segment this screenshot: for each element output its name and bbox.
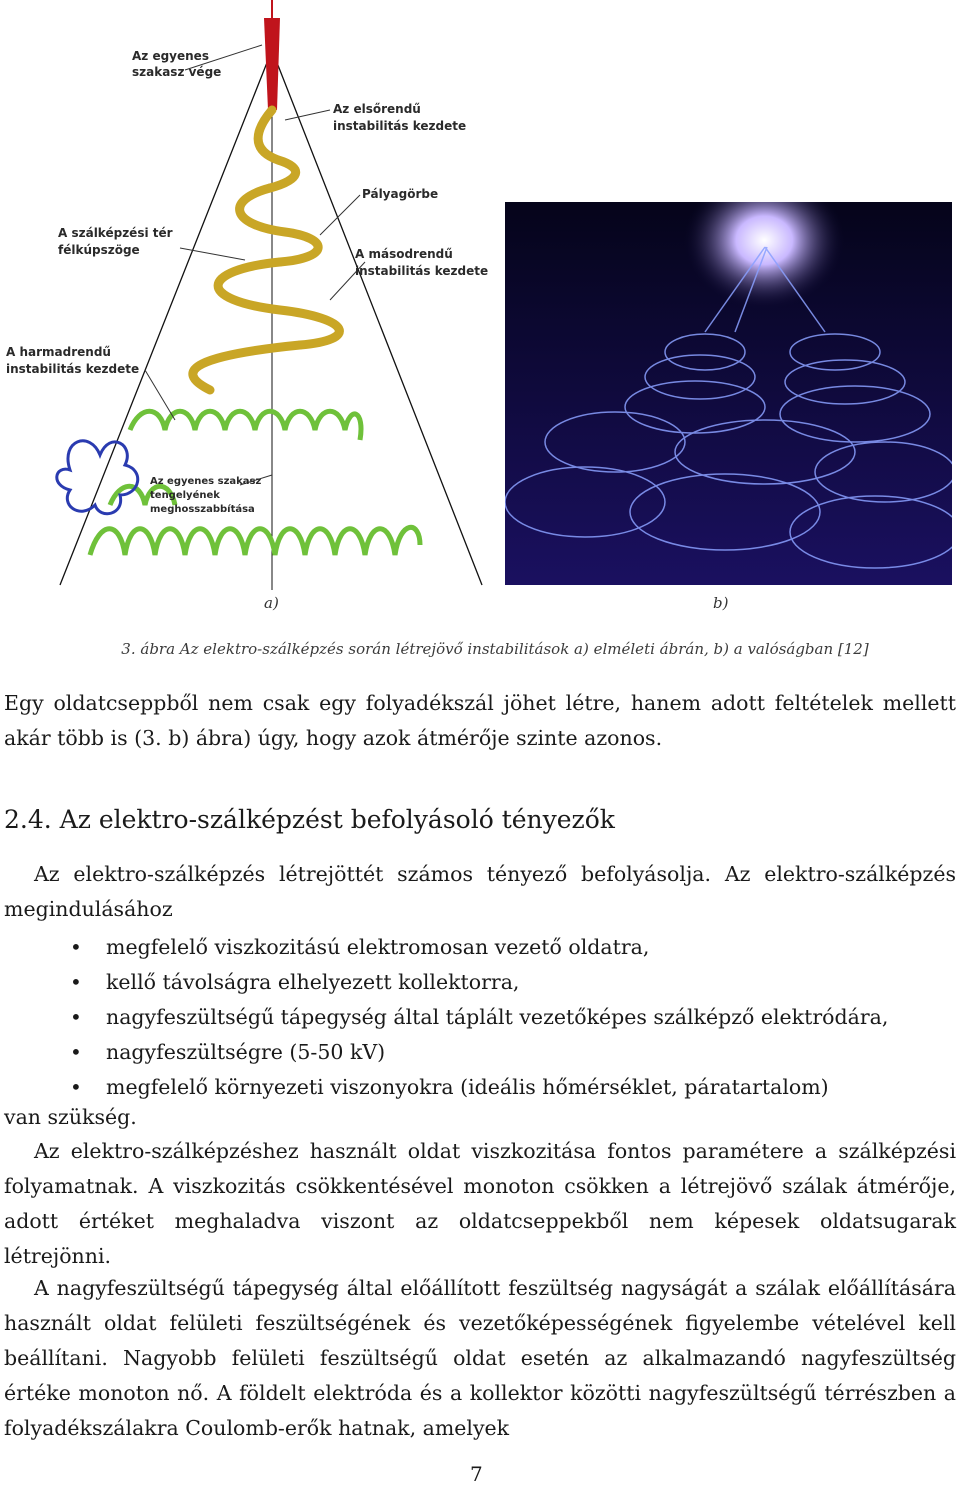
paragraph-1: Egy oldatcseppből nem csak egy folyadékszál jöhet létre, hanem adott feltételek mellett akár több is (3. b) ábra) úgy, hogy azok átmérője szinte azonos. (4, 691, 956, 750)
straight-jet (264, 18, 280, 110)
page-number: 7 (470, 1462, 483, 1486)
label-first-order-1: Az elsőrendű (333, 102, 421, 116)
label-straight-end-1: Az egyenes (132, 49, 209, 63)
label-axis-3: meghosszabbítása (150, 504, 255, 515)
label-half-cone-2: félkúpszöge (58, 243, 140, 257)
list-item: • megfelelő környezeti viszonyokra (ideális hőmérséklet, páratartalom) (0, 1070, 888, 1105)
figure-caption: 3. ábra Az elektro-szálképzés során létrejövő instabilitások a) elméleti ábrán, b) a valóságban [12] (121, 640, 869, 658)
figure-a-diagram (0, 0, 500, 590)
list-item: • kellő távolságra elhelyezett kollektorra, (0, 965, 888, 1000)
label-second-order-2: instabilitás kezdete (355, 264, 489, 278)
label-axis-1: Az egyenes szakasz (150, 476, 262, 487)
list-item: • megfelelő viszkozitású elektromosan vezető oldatra, (0, 930, 888, 965)
label-third-order-2: instabilitás kezdete (6, 362, 140, 376)
label-trajectory: Pályagörbe (362, 187, 439, 201)
list-item: • nagyfeszültségre (5-50 kV) (0, 1035, 888, 1070)
paragraph-5: A nagyfeszültségű tápegység által előállított feszültség nagyságát a szálak előállítására használt oldat felületi feszültségének és vezetőképességének figyelembe vételével kell beállítani. Nagyobb felületi feszültségű oldat esetén az alkalmazandó nagyfeszültség értéke monoton nő. A földelt elektróda és a kollektor közötti nagyfeszültségű térrészben a folyadékszálakra Coulomb-erők hatnak, amelyek (4, 1276, 956, 1440)
paragraph-3: van szükség. (4, 1105, 137, 1129)
label-straight-end-2: szakasz vége (132, 65, 222, 79)
requirements-list (0, 930, 888, 1105)
label-third-order-1: A harmadrendű (6, 345, 111, 359)
figure-b-sublabel: b) (713, 594, 729, 612)
list-item: • nagyfeszültségű tápegység által táplált vezetőképes szálképző elektródára, (0, 1000, 888, 1035)
label-second-order-1: A másodrendű (355, 247, 453, 261)
label-axis-2: tengelyének (150, 490, 220, 501)
figure-b-photo (505, 202, 952, 585)
yellow-coil (193, 110, 340, 390)
figure-a-sublabel: a) (264, 594, 279, 612)
label-first-order-2: instabilitás kezdete (333, 119, 467, 133)
paragraph-4: Az elektro-szálképzéshez használt oldat viszkozitása fontos paramétere a szálképzési folyamatnak. A viszkozitás csökkentésével monoton csökken a létrejövő szálak átmérője, adott értéket meghaladva viszont az oldatcseppekből nem képesek oldatsugarak létrejönni. (4, 1139, 956, 1268)
label-half-cone-1: A szálképzési tér (58, 226, 173, 240)
paragraph-2: Az elektro-szálképzés létrejöttét számos tényező befolyásolja. Az elektro-szálképzés megindulásához (4, 862, 956, 921)
section-heading: 2.4. Az elektro-szálképzést befolyásoló tényezők (4, 805, 615, 834)
blue-coil (57, 441, 138, 514)
